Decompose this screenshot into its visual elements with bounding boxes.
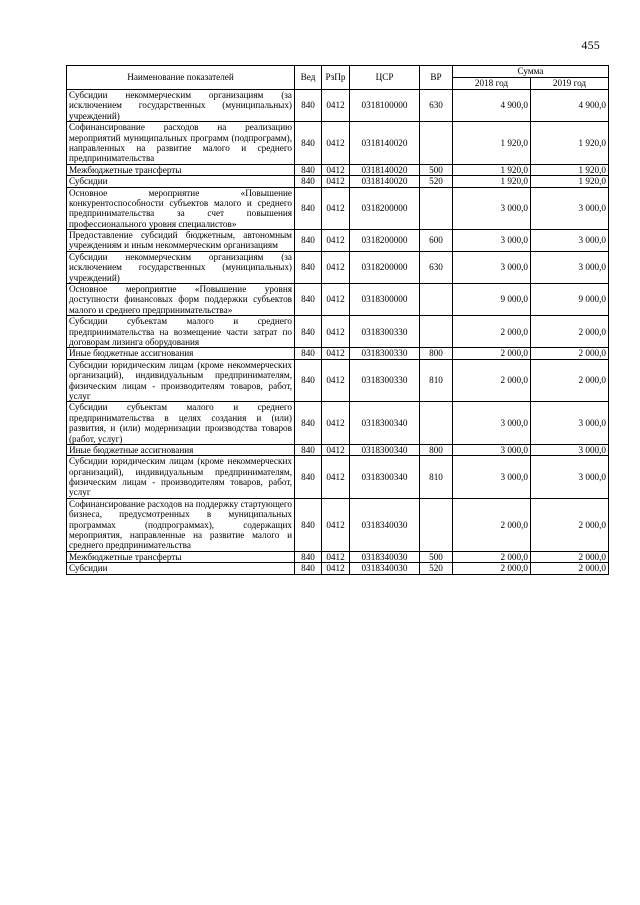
row-vr-cell: 810 [420,359,453,402]
row-name-cell: Субсидии субъектам малого и среднего предпринимательства на возмещение части затрат по договорам лизинга оборудования [67,316,295,348]
row-csr-cell: 0318100000 [350,90,420,122]
row-sum-2019-cell: 3 000,0 [531,251,609,283]
header-rzpr: РзПр [322,66,350,90]
row-sum-2019-cell: 3 000,0 [531,444,609,455]
row-rzpr-cell: 0412 [322,230,350,252]
row-ved-cell: 840 [295,164,322,175]
row-vr-cell [420,122,453,165]
row-csr-cell: 0318340030 [350,563,420,574]
row-ved-cell: 840 [295,551,322,562]
row-sum-2018-cell: 4 900,0 [453,90,531,122]
row-rzpr-cell: 0412 [322,122,350,165]
table-row [67,284,609,316]
header-ved: Вед [295,66,322,90]
row-ved-cell: 840 [295,176,322,187]
row-sum-2019-cell: 2 000,0 [531,359,609,402]
row-ved-cell: 840 [295,498,322,551]
row-csr-cell: 0318300330 [350,316,420,348]
table-row [67,359,609,402]
row-csr-cell: 0318200000 [350,251,420,283]
row-sum-2018-cell: 2 000,0 [453,498,531,551]
row-rzpr-cell: 0412 [322,348,350,359]
row-vr-cell: 630 [420,90,453,122]
row-sum-2018-cell: 2 000,0 [453,348,531,359]
page-number: 455 [581,38,600,52]
row-vr-cell: 800 [420,348,453,359]
header-year-2019: 2019 год [531,78,609,90]
row-ved-cell: 840 [295,563,322,574]
header-year-2018: 2018 год [453,78,531,90]
row-csr-cell: 0318200000 [350,230,420,252]
row-ved-cell: 840 [295,230,322,252]
row-name-cell: Субсидии некоммерческим организациям (за исключением государственных (муниципальных) учреждений) [67,90,295,122]
header-vr: ВР [420,66,453,90]
budget-table [66,65,609,575]
row-sum-2019-cell: 3 000,0 [531,456,609,499]
row-sum-2018-cell: 1 920,0 [453,176,531,187]
row-vr-cell: 500 [420,551,453,562]
row-sum-2019-cell: 2 000,0 [531,498,609,551]
row-sum-2019-cell: 2 000,0 [531,563,609,574]
row-sum-2018-cell: 3 000,0 [453,187,531,230]
row-rzpr-cell: 0412 [322,359,350,402]
row-csr-cell: 0318140020 [350,122,420,165]
row-name-cell: Субсидии субъектам малого и среднего предпринимательства в целях создания и (или) развития, и (или) модернизации производства товаров (работ, услуг) [67,402,295,445]
row-rzpr-cell: 0412 [322,498,350,551]
table-row [67,348,609,359]
table-row [67,251,609,283]
row-sum-2018-cell: 9 000,0 [453,284,531,316]
row-csr-cell: 0318300340 [350,444,420,455]
row-sum-2019-cell: 1 920,0 [531,164,609,175]
row-vr-cell [420,402,453,445]
row-sum-2018-cell: 3 000,0 [453,251,531,283]
row-vr-cell [420,498,453,551]
row-rzpr-cell: 0412 [322,456,350,499]
row-name-cell: Основное мероприятие «Повышение уровня доступности финансовых форм поддержки субъектов малого и среднего предпринимательства» [67,284,295,316]
row-ved-cell: 840 [295,122,322,165]
table-row [67,122,609,165]
row-rzpr-cell: 0412 [322,187,350,230]
row-vr-cell: 600 [420,230,453,252]
row-sum-2018-cell: 2 000,0 [453,551,531,562]
row-ved-cell: 840 [295,402,322,445]
row-sum-2018-cell: 3 000,0 [453,444,531,455]
row-sum-2018-cell: 1 920,0 [453,164,531,175]
row-name-cell: Субсидии некоммерческим организациям (за исключением государственных (муниципальных) учреждений) [67,251,295,283]
row-rzpr-cell: 0412 [322,164,350,175]
table-row [67,563,609,574]
row-csr-cell: 0318300340 [350,456,420,499]
row-ved-cell: 840 [295,187,322,230]
row-ved-cell: 840 [295,316,322,348]
row-vr-cell [420,284,453,316]
table-row [67,456,609,499]
header-sum: Сумма [453,66,609,78]
row-name-cell: Основное мероприятие «Повышение конкурентоспособности субъектов малого и среднего предпринимательства за счет повышения профессионального уровня специалистов» [67,187,295,230]
row-sum-2018-cell: 2 000,0 [453,359,531,402]
row-csr-cell: 0318340030 [350,498,420,551]
row-rzpr-cell: 0412 [322,316,350,348]
row-sum-2019-cell: 3 000,0 [531,402,609,445]
row-vr-cell: 810 [420,456,453,499]
row-vr-cell: 520 [420,176,453,187]
row-vr-cell: 520 [420,563,453,574]
row-vr-cell [420,187,453,230]
row-csr-cell: 0318300330 [350,348,420,359]
row-ved-cell: 840 [295,348,322,359]
table-row [67,90,609,122]
row-sum-2018-cell: 3 000,0 [453,230,531,252]
row-sum-2019-cell: 3 000,0 [531,187,609,230]
row-rzpr-cell: 0412 [322,284,350,316]
row-ved-cell: 840 [295,251,322,283]
row-sum-2018-cell: 1 920,0 [453,122,531,165]
row-ved-cell: 840 [295,284,322,316]
row-vr-cell: 800 [420,444,453,455]
table-row [67,187,609,230]
row-csr-cell: 0318340030 [350,551,420,562]
row-name-cell: Межбюджетные трансферты [67,551,295,562]
header-csr: ЦСР [350,66,420,90]
row-ved-cell: 840 [295,359,322,402]
row-ved-cell: 840 [295,456,322,499]
row-name-cell: Софинансирование расходов на реализацию мероприятий муниципальных программ (подпрограмм), направленных на развитие малого и среднего предпринимательства [67,122,295,165]
row-csr-cell: 0318300000 [350,284,420,316]
row-rzpr-cell: 0412 [322,90,350,122]
row-vr-cell [420,316,453,348]
row-csr-cell: 0318300340 [350,402,420,445]
row-sum-2019-cell: 2 000,0 [531,551,609,562]
row-name-cell: Субсидии [67,563,295,574]
row-ved-cell: 840 [295,90,322,122]
row-sum-2018-cell: 2 000,0 [453,316,531,348]
row-sum-2019-cell: 3 000,0 [531,230,609,252]
table-row [67,230,609,252]
row-name-cell: Предоставление субсидий бюджетным, автономным учреждениям и иным некоммерческим организациям [67,230,295,252]
row-name-cell: Иные бюджетные ассигнования [67,348,295,359]
row-sum-2019-cell: 1 920,0 [531,176,609,187]
row-name-cell: Иные бюджетные ассигнования [67,444,295,455]
table-row [67,444,609,455]
row-vr-cell: 630 [420,251,453,283]
row-rzpr-cell: 0412 [322,402,350,445]
table-row [67,498,609,551]
row-sum-2019-cell: 2 000,0 [531,316,609,348]
table-body [67,90,609,575]
row-csr-cell: 0318140020 [350,164,420,175]
row-vr-cell: 500 [420,164,453,175]
header-name: Наименование показателей [67,66,295,90]
row-name-cell: Субсидии юридическим лицам (кроме некоммерческих организаций), индивидуальным предпринимателям, физическим лицам - производителям товаров, работ, услуг [67,359,295,402]
row-sum-2019-cell: 4 900,0 [531,90,609,122]
table-row [67,316,609,348]
row-csr-cell: 0318300330 [350,359,420,402]
table-row [67,551,609,562]
table-row [67,402,609,445]
row-name-cell: Межбюджетные трансферты [67,164,295,175]
row-rzpr-cell: 0412 [322,551,350,562]
row-name-cell: Субсидии [67,176,295,187]
row-sum-2019-cell: 9 000,0 [531,284,609,316]
row-rzpr-cell: 0412 [322,176,350,187]
row-sum-2019-cell: 2 000,0 [531,348,609,359]
row-sum-2018-cell: 3 000,0 [453,456,531,499]
row-csr-cell: 0318140020 [350,176,420,187]
table-row [67,164,609,175]
table-row [67,176,609,187]
row-rzpr-cell: 0412 [322,563,350,574]
row-csr-cell: 0318200000 [350,187,420,230]
row-ved-cell: 840 [295,444,322,455]
row-sum-2018-cell: 3 000,0 [453,402,531,445]
row-name-cell: Софинансирование расходов на поддержку стартующего бизнеса, предусмотренных в муниципальных программах (подпрограммах), содержащих мероприятия, направленные на развитие малого и среднего предпринимательства [67,498,295,551]
row-rzpr-cell: 0412 [322,444,350,455]
row-sum-2018-cell: 2 000,0 [453,563,531,574]
table-header [67,66,609,90]
row-name-cell: Субсидии юридическим лицам (кроме некоммерческих организаций), индивидуальным предпринимателям, физическим лицам - производителям товаров, работ, услуг [67,456,295,499]
row-rzpr-cell: 0412 [322,251,350,283]
row-sum-2019-cell: 1 920,0 [531,122,609,165]
